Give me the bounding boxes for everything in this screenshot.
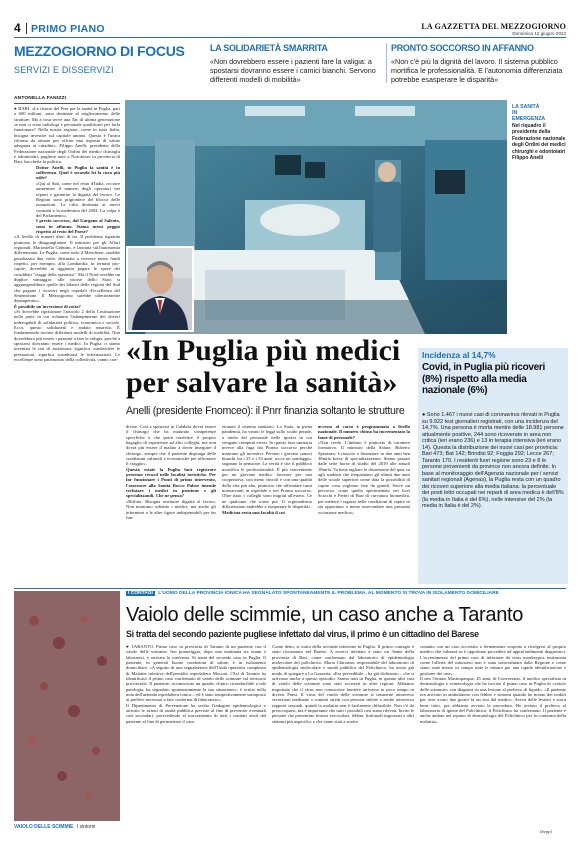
teaser-text: «Non c'è più la dignità del lavoro. Il sistema pubblico mortifica le professionalità. E l'autonomia differenziata potrebbe esasperare le disparità»	[391, 57, 563, 84]
headline-line-1: «In Puglia più medici	[126, 334, 401, 367]
teaser-title: LA SOLIDARIETÀ SMARRITA	[210, 43, 328, 53]
paragraph: divise. Così a spostarsi in Calabria dovrà essere il chirurgo che ha maturato competenze specifiche e che potrà trasferire il proprio bagaglio di esperienze ad altri colleghi, ma non dovrà più essere il malato a dover inseguire il chirurgo, sempre che il paziente disponga delle condizioni culturali e economiche per affrontare il viaggio».	[126, 424, 216, 467]
main-col-4	[318, 424, 410, 584]
section-name: PRIMO PIANO	[31, 23, 105, 35]
teaser-emergency-room	[391, 43, 566, 84]
paragraph: «Si dovrebbe ripristinare l'articolo 2 della Costituzione nella parte in cui richiama l'adempimento dei doveri inderogabili di solidarietà politica, economica e sociale. Ecco, questo solidarietà e andata smarrita. È fondamentale trovare differenti modelli di mobilità. Non dovrebbero più essere i pazienti a fare la valigia, perché a spostarsi dovranno essere i medici. In Puglia ci siamo inventati le reti di assistenza: significa condividere le prestazioni, significa scambiarsi le informazioni. Le eccellenze sono patrimonio della collettività, vanno con-	[14, 309, 120, 363]
header-divider	[26, 23, 27, 34]
main-col-3	[222, 424, 312, 584]
byline-rule	[14, 103, 120, 104]
paragraph: «A livello di numeri direi di no. Il problema riguarda piuttosto le disuguaglianze. Il ministro per gli Affari regionali, Mariastella Gelmini, è lanciata sull'autonomia differenziata. La Puglia, come tutto il Meridione, sarebbe penalizzata due volte: destinata a ricevere meno fondi rispetto, per esempio, alla Lombardia, in termini pro-capite, dovrebbe in aggiunta pagare le spese dei cosiddetti "viaggi della speranza". Ma il Nord avrebbe un duplice vantaggio: alle risorse dello Stato si aggiungerebbero quelle dei bilanci delle regioni del Sud che pagano i ricoveri negli ospedali d'eccellenza del Settentrione. Il Mezzogiorno sarebbe ulteriormente depauperato».	[14, 234, 120, 304]
caption-line: LA SANITÀ	[512, 104, 540, 110]
second-col-2: Come detto, si tratta della seconda infezione in Puglia. Il primo contagio è stato riscontrato nel Barese. A esserci infettato è stato un 3enne della provincia di Bari, come confermato dal laboratorio di epidemiologia molecolare del policlinico. Maria Chironna, responsabile del laboratorio di epidemiologia molecolare e sanità pubblica del Policlinico, ha avuto già modo di spiegare a La Gazzetta: «Era prevedibile – ha già dichiarato – che si arrivasse anche a questo episodio. Siamo tutti in Puglia, in quanto altri casi di vaiolo delle scimmie sono stati accertati in altre regioni. Abbiamo impostato che il virus non conoscesse barriere arrivasse in poco tempo in diversi Paesi. Il virus del vaiolo delle scimmie si trasmette attraverso secrezioni mediante a contatti stretti con persone infette e anche attraverso rapporti sessuali, quindi la malattia non è facilmente diffusibile. Non c'è da preoccuparsi, ma è importante che tutti i possibili casi siano rilevati. Invito le persone che presentino lesioni vescicolari, febbre, linfonodi ingrossati e altri sintomi più aspecifici o che siano stati a stretto	[272, 644, 414, 724]
second-kicker	[126, 591, 566, 597]
main-subheadline: Anelli (presidente Fnomceo): il Pnrr finanzia soltanto le strutture	[126, 405, 405, 417]
covid-sidebar	[418, 348, 568, 584]
second-col-1: ● TARANTO. Primo caso in provincia di Taranto di un paziente con il vaiolo delle scimmie. Ieri pomeriggio, dopo una mattinata tra esami e laboratori, è arrivata la conferma. Si tratta del secondo caso in Puglia. Il paziente, in generali buone condizioni di salute, è in isolamento domiciliare. «A seguito di una segnalazione dell'Unità operativa complessa di Malattie infettive dell'presidio ospedaliero Moscati, l'Asl di Taranto ha identificato il primo caso confermato di vaiolo delle scimmie sul territorio provinciale. Il paziente, riconosciuto un quadro clinico riconducibile a tale patologia, ha segnalato spontaneamente la sua situazione»: è scritto nella nota dell'azienda ospedaliera ionica – ed è stato tempestivamente sottoposto ai prelievi necessari a fare conferma di laboratorio». Il Dipartimento di Prevenzione ha svolto l'indagine epidemiologica e attivato le azioni di sanità pubblica previste al fine di prevenire eventuali casi secondari, provvedendo al tracciamento di tutti i contatti avuti dal paziente al fine di perimetrare il caso.	[126, 644, 266, 724]
caption-line: EMERGENZA	[512, 116, 546, 122]
caption-text: I sintomi	[76, 824, 96, 830]
monkeypox-symptoms-image	[14, 591, 120, 821]
monkeypox-caption	[14, 824, 95, 830]
monkeypox-photo	[14, 591, 120, 821]
focus-subtitle: SERVIZI E DISSERVIZI	[14, 65, 114, 75]
header-rule	[14, 37, 566, 38]
kicker-text: L'UOMO DELLA PROVINCIA IONICA HA SEGNALATO SPONTANEAMENTE IL PROBLEMA. AL MOMENTO SI TROVA IN ISOLAMENTO DOMICILIARE	[158, 591, 499, 596]
sidebar-text: ● Sono 1.467 i nuovi casi di coronavirus rilevati in Puglia su 9.922 test giornalieri registrati, con una incidenza del 14,7%. Una persona è morta mentre delle 18.981 persone attualmente positive, 244 sono ricoverate in area non critica (ieri erano 236) e 13 in terapia intensiva (ieri erano 14). Questa la distribuzione dei nuovi casi per provincia: Bari 473; Bat 142; Brindisi 92; Foggia 292; Lecce 267; Taranto 170. I residenti fuori regione sono 23 e 8 le persone provenienti da province non ancora definite. In base al monitoraggio dell'Agenzia nazionale per i servizi sanitari regionali (Agenas), la Puglia resta con un quadro dei ricoveri superiore alla media italiana: la percentuale dei posti letto occupati nei reparti di area medica è dell'8% (la media in Italia è del 6%), nelle intensive del 2% (la media in Italia è del 2%).	[422, 412, 564, 509]
second-col-3: contatto con un caso accertato a fermamente sospetto a rivolgersi al proprio medico che valuterà se è opportuno procedere ad approfondimenti diagnostici. L'accertamento del primo caso di infezione da virus monkeypox testimonia come l'allerta del ministero non è stata sottovalutata dalla Regione e come siano state messe in campo tutte le misure per una rapida identificazione e gestione dei casi». Il neo Oronzo Mastropasqua, 45 anni, di Conversano, il medico specialista in dermatologia e venereologia che ha trovato il primo caso in Puglia di «vaiolo delle scimmie» con diagnosi su una lesione al prelievo di liquido. «Il paziente era arrivato in ambulatorio con febbre e sintomi quando ho notato dei noduli per aver avuto due giorni fa un test dal medico. Aveva delle lesioni e stava bene tutto, poi abbiamo avviato la procedura. Ho inviato il prelievo al laboratorio di igiene del Policlinico, il Policlinico ha confermato. Il paziente è anche andato nel reparto di dermatologia del Policlinico per la conferma della malattia».	[420, 644, 566, 724]
question: accesso al corso è programmato a livello nazionale. Il numero chiuso ha incrementato la fame di personale?	[318, 424, 410, 440]
signature: (bepp)	[540, 829, 552, 834]
section-rule	[14, 588, 566, 589]
paragraph: «Qui al Sud, come nel resto d'Italia, occorre aumentare il numero degli operatori nei reparti e garantire la dignità del lavoro. Le Regioni sono prigioniere del blocco delle assunzioni. La cifra destinata ai nuovi contratti e la medesima del 2004. La colpa è del Parlamento».	[36, 180, 120, 218]
headline-line-2: per salvare la sanità»	[126, 366, 398, 399]
teaser-solidarity	[210, 43, 382, 84]
teaser-text: «Non dovrebbero essere i pazienti fare la valigia: a spostarsi dovranno essere i camici bianchi. Servono differenti modelli di mobilità»	[210, 57, 376, 84]
caption-bold: VAIOLO DELLE SCIMMIE	[14, 824, 74, 830]
question: I presto soccorso, dal Gargano al Salento, sono in affanno. Siamo messi peggio rispetto al resto del Paese?	[36, 218, 120, 234]
paragraph: «Rifiuto: Bisogna restituire dignità al lavoro. Non mancano soltanto i medici, ma anche gli infermieri e le altre figure indispensabili per far fun-	[126, 498, 216, 520]
kicker-tag: I CONTAGI	[128, 591, 153, 596]
teaser-title: PRONTO SOCCORSO IN AFFANNO	[391, 43, 534, 53]
filippo-anelli-portrait	[128, 248, 192, 330]
paragraph: ● BARI. «Le risorse del Pnrr per la sanità in Puglia, pari a 600 milioni, sono destinate al miglioramento delle strutture. Ma a cosa serve una Tac di ultima generazione se non ci sono radiologi e personale qualificato per farla funzionare? Nella nostra regione, come in tutta Italia, bisogna investire sul capitale umano. Questa è l'unica riforma da attuare per offrire una risposta di salute adeguata ai cittadini». Filippo Anelli, presidente della Federazione nazionale degli Ordini dei medici chirurghi e odontoiatri, pugliese noto a Noicattaro in provincia di Bari, bacchetta la politica.	[14, 106, 120, 165]
sidebar-kicker: Incidenza al 14,7%	[422, 350, 496, 360]
teaser-divider	[386, 43, 387, 83]
question: Questa estate la Puglia farà registrare presenze record nelle località turistiche. Per far funzionare i Punti di primo intervento, l'assessore alla Sanità Rocco Palese intende reclutare i medici in pensione e gli specializzandi. Che ne pensa?	[126, 466, 216, 499]
paragraph: zionare il sistema sanitario. Lo Stato, in piena pandemia, ha varato le leggi sullo scudo penale, a tutela del personale nelle ipotesi in cui vengano compiuti errori. In questo fase sanitaria invece alla fuga dai Pronto soccorso perché mancano gli incentivi. Persino i giovani camici bianchi fra i 25 e i 35 anni, rocca un sondaggio, sognano la pensione. La verità è che il pubblico mortifica le professionalità. È più conveniente per un giovane medico lavorare per una cooperativa, con meno vincoli e con una qualità della vita più alta, piuttosto che affrontare turni massacranti in ospedale o nei Pronto soccorso. Oltre tutto, i colleghi sono migrati all'estero. Ce ne qualcuno che torna poi. Il regionalismo differenziato andrebbe a esasperare le disparità».	[222, 424, 312, 510]
question: Medicina resta una facoltà il cui	[222, 509, 285, 515]
photo-caption	[512, 104, 568, 161]
sidebar-title: Covid, in Puglia più ricoveri (8%) rispetto alla media nazionale (6%)	[422, 362, 545, 397]
second-subheadline: Si tratta del secondo paziente pugliese infettato dal virus, il primo è un cittadino del Barese	[126, 629, 479, 639]
focus-title: MEZZOGIORNO DI FOCUS	[14, 43, 185, 59]
page-header	[14, 22, 566, 36]
caption-line: IN	[512, 110, 518, 116]
issue-date: Domenica 12 giugno 2022	[512, 31, 566, 36]
byline: ANTONELLA FANIZZI	[14, 96, 67, 101]
portrait-inset	[126, 246, 194, 332]
main-col-2	[126, 424, 216, 584]
question: Dottor Anelli, in Puglia la sanità è in sofferenza. Qual è secondo lei la cura più utile?	[36, 164, 120, 181]
masthead: LA GAZZETTA DEL MEZZOGIORNO	[421, 22, 566, 31]
caption-text: Nel riquadro il presidente della Federazione nazionale degli Ordini dei medici chirurghi e odontoiatri Filippo Anelli	[512, 123, 566, 162]
second-headline: Vaiolo delle scimmie, un caso anche a Taranto	[126, 604, 524, 626]
page-number: 4	[14, 21, 21, 35]
question: È possibile un'inversione di rotta?	[14, 303, 81, 309]
main-col-1	[14, 106, 120, 484]
paragraph: «Non credo. L'imbuto è piuttosto di carattere formativo. Il ministro della Salute, Roberto Speranza, è riuscito a finanziare in due anni ben 30mila borse di specializzazione. Siamo passati dalle sette borse di studio del 2019 alle attuali 18mila. Va bene tagliare le disarmonie del quiz su agli studenti che frequentano gli ultimi due anni delle scuole superiori come data la possibilità di capire cosa vogliono fare da grandi. Serve un percorso, come quello sperimentato nei licei Scacchi e Fermi di Bari di curvatura biomedica, per mettere i ragazzi nelle condizioni di capire se sia opportuno o meno assecondare una presunta vocazione medica».	[318, 440, 410, 515]
